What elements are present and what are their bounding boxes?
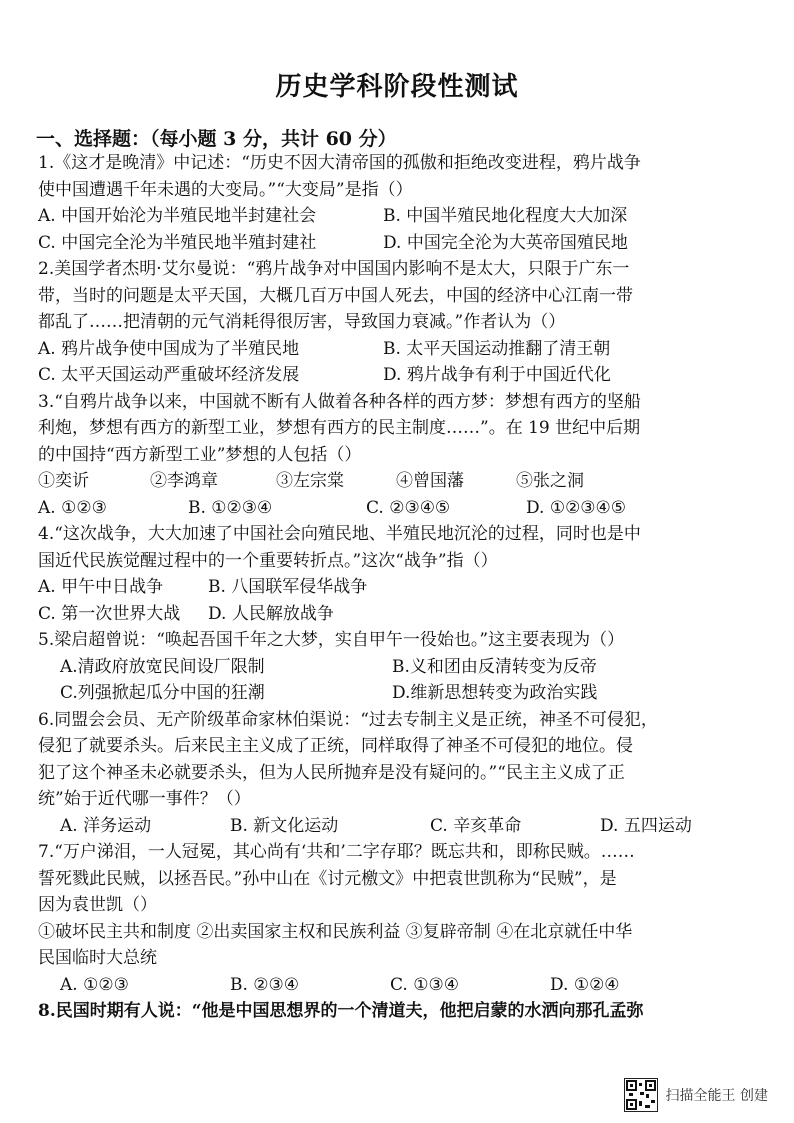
option-c: C. ②③④⑤ [366, 497, 451, 518]
option-b: B. 新文化运动 [230, 815, 339, 836]
section-heading: 一、选择题：（每小题 3 分，共计 60 分） [36, 128, 397, 150]
scanner-watermark [624, 1078, 768, 1112]
option-a: A. ①②③ [60, 974, 129, 995]
option-a: A. ①②③ [38, 497, 107, 518]
question-5-options-row-2 [38, 680, 768, 707]
option-d: D. ①②④ [550, 974, 620, 995]
option-c: C.列强掀起瓜分中国的狂潮 [60, 683, 265, 703]
item-2: ②李鸿章 [150, 471, 218, 491]
question-3-line-1: 3.“自鸦片战争以来，中国就不断有人做着各种各样的西方梦：梦想有西方的坚船 [38, 391, 641, 412]
question-7-line-2: 誓死戮此民贼，以拯吾民。”孙中山在《讨元檄文》中把袁世凯称为“民贼”，是 [38, 868, 617, 889]
option-a: A. 鸦片战争使中国成为了半殖民地 [38, 338, 300, 359]
option-b: B. ②③④ [230, 974, 300, 995]
option-c: C. ①③④ [390, 974, 459, 995]
option-c: C. 第一次世界大战 [38, 603, 181, 624]
option-b: B. 太平天国运动推翻了清王朝 [383, 338, 611, 359]
option-b: B.义和团由反清转变为反帝 [392, 656, 597, 677]
watermark-text: 扫描全能王 创建 [665, 1088, 768, 1104]
question-2-line-2: 带，当时的问题是太平天国，大概几百万中国人死去，中国的经济中心江南一带 [38, 285, 633, 306]
question-6-line-4: 统”始于近代哪一事件？（） [38, 789, 251, 809]
option-a: A. 洋务运动 [60, 815, 152, 836]
question-2-line-3: 都乱了……把清朝的元气消耗得很厉害，导致国力衰减。”作者认为（） [38, 312, 566, 332]
option-d: D. ①②③④⑤ [526, 497, 627, 518]
qr-code-icon [624, 1078, 658, 1112]
question-1-line-1: 1.《这才是晚清》中记述：“历史不因大清帝国的孤傲和拒绝改变进程，鸦片战争 [38, 153, 641, 173]
question-1-line-2: 使中国遭遇千年未遇的大变局。”“大变局”是指（） [38, 179, 413, 200]
question-7-items-line-2: 民国临时大总统 [38, 948, 157, 968]
option-a: A. 中国开始沦为半殖民地半封建社会 [38, 206, 317, 226]
question-6-line-1: 6.同盟会会员、无产阶级革命家林伯渠说：“过去专制主义是正统，神圣不可侵犯， [38, 709, 658, 730]
option-b: B. 八国联军侵华战争 [208, 577, 368, 597]
item-5: ⑤张之洞 [516, 471, 584, 491]
option-a: A.清政府放宽民间设厂限制 [60, 656, 265, 677]
option-b: B. ①②③④ [188, 497, 273, 518]
option-b: B. 中国半殖民地化程度大大加深 [383, 206, 628, 226]
item-4: ④曾国藩 [396, 471, 464, 491]
option-d: D.维新思想转变为政治实践 [392, 683, 598, 703]
question-6-line-2: 侵犯了就要杀头。后来民主主义成了正统，同样取得了神圣不可侵犯的地位。侵 [38, 736, 633, 756]
question-2-options-row-1 [38, 336, 768, 363]
item-3: ③左宗棠 [276, 471, 344, 491]
question-3-line-3: 的中国持“西方新型工业”梦想的人包括（） [38, 444, 362, 465]
question-5-line-1: 5.梁启超曾说：“唤起吾国千年之大梦，实自甲午一役始也。”这主要表现为（） [38, 630, 625, 650]
question-5-options-row-1 [38, 654, 768, 681]
question-4-line-1: 4.“这次战争，大大加速了中国社会向殖民地、半殖民地沉沦的过程，同时也是中 [38, 524, 641, 544]
question-6-options [38, 813, 768, 840]
question-2-options-row-2 [38, 362, 768, 389]
option-c: C. 太平天国运动严重破坏经济发展 [38, 365, 300, 385]
option-c: C. 中国完全沦为半殖民地半殖封建社 [38, 232, 317, 253]
question-3-items [38, 468, 768, 495]
question-4-line-2: 国近代民族觉醒过程中的一个重要转折点。”这次“战争”指（） [38, 550, 498, 571]
question-4-options-row-1 [38, 574, 768, 601]
question-1-options-row-2 [38, 230, 768, 257]
page-title: 历史学科阶段性测试 [275, 72, 519, 102]
option-d: D. 五四运动 [600, 815, 692, 836]
option-d: D. 中国完全沦为大英帝国殖民地 [383, 232, 628, 253]
question-2-line-1: 2.美国学者杰明·艾尔曼说：“鸦片战争对中国国内影响不是太大，只限于广东一 [38, 259, 630, 279]
question-7-line-1: 7.“万户涕泪，一人冠冕，其心尚有‘共和’二字存耶？既忘共和，即称民贼。…… [38, 842, 635, 862]
question-7-options [38, 972, 768, 999]
option-c: C. 辛亥革命 [430, 815, 522, 836]
question-4-options-row-2 [38, 601, 768, 628]
question-8-line-1: 8.民国时期有人说：“他是中国思想界的一个清道夫，他把启蒙的水洒向那孔孟弥 [38, 1001, 644, 1021]
question-1-options-row-1 [38, 203, 768, 230]
question-7-line-3: 因为袁世凯（） [38, 895, 157, 915]
option-d: D. 鸦片战争有利于中国近代化 [383, 365, 611, 385]
question-3-options [38, 495, 768, 522]
question-7-items-line-1: ①破坏民主共和制度 ②出卖国家主权和民族利益 ③复辟帝制 ④在北京就任中华 [38, 921, 633, 942]
option-d: D. 人民解放战争 [208, 603, 334, 624]
item-1: ①奕䜣 [38, 471, 89, 491]
question-3-line-2: 利炮，梦想有西方的新型工业，梦想有西方的民主制度……”。在 19 世纪中后期 [38, 418, 641, 438]
option-a: A. 甲午中日战争 [38, 577, 164, 597]
question-list [38, 150, 768, 1025]
question-6-line-3: 犯了这个神圣未必就要杀头，但为人民所抛弃是没有疑问的。”“民主主义成了正 [38, 762, 625, 783]
